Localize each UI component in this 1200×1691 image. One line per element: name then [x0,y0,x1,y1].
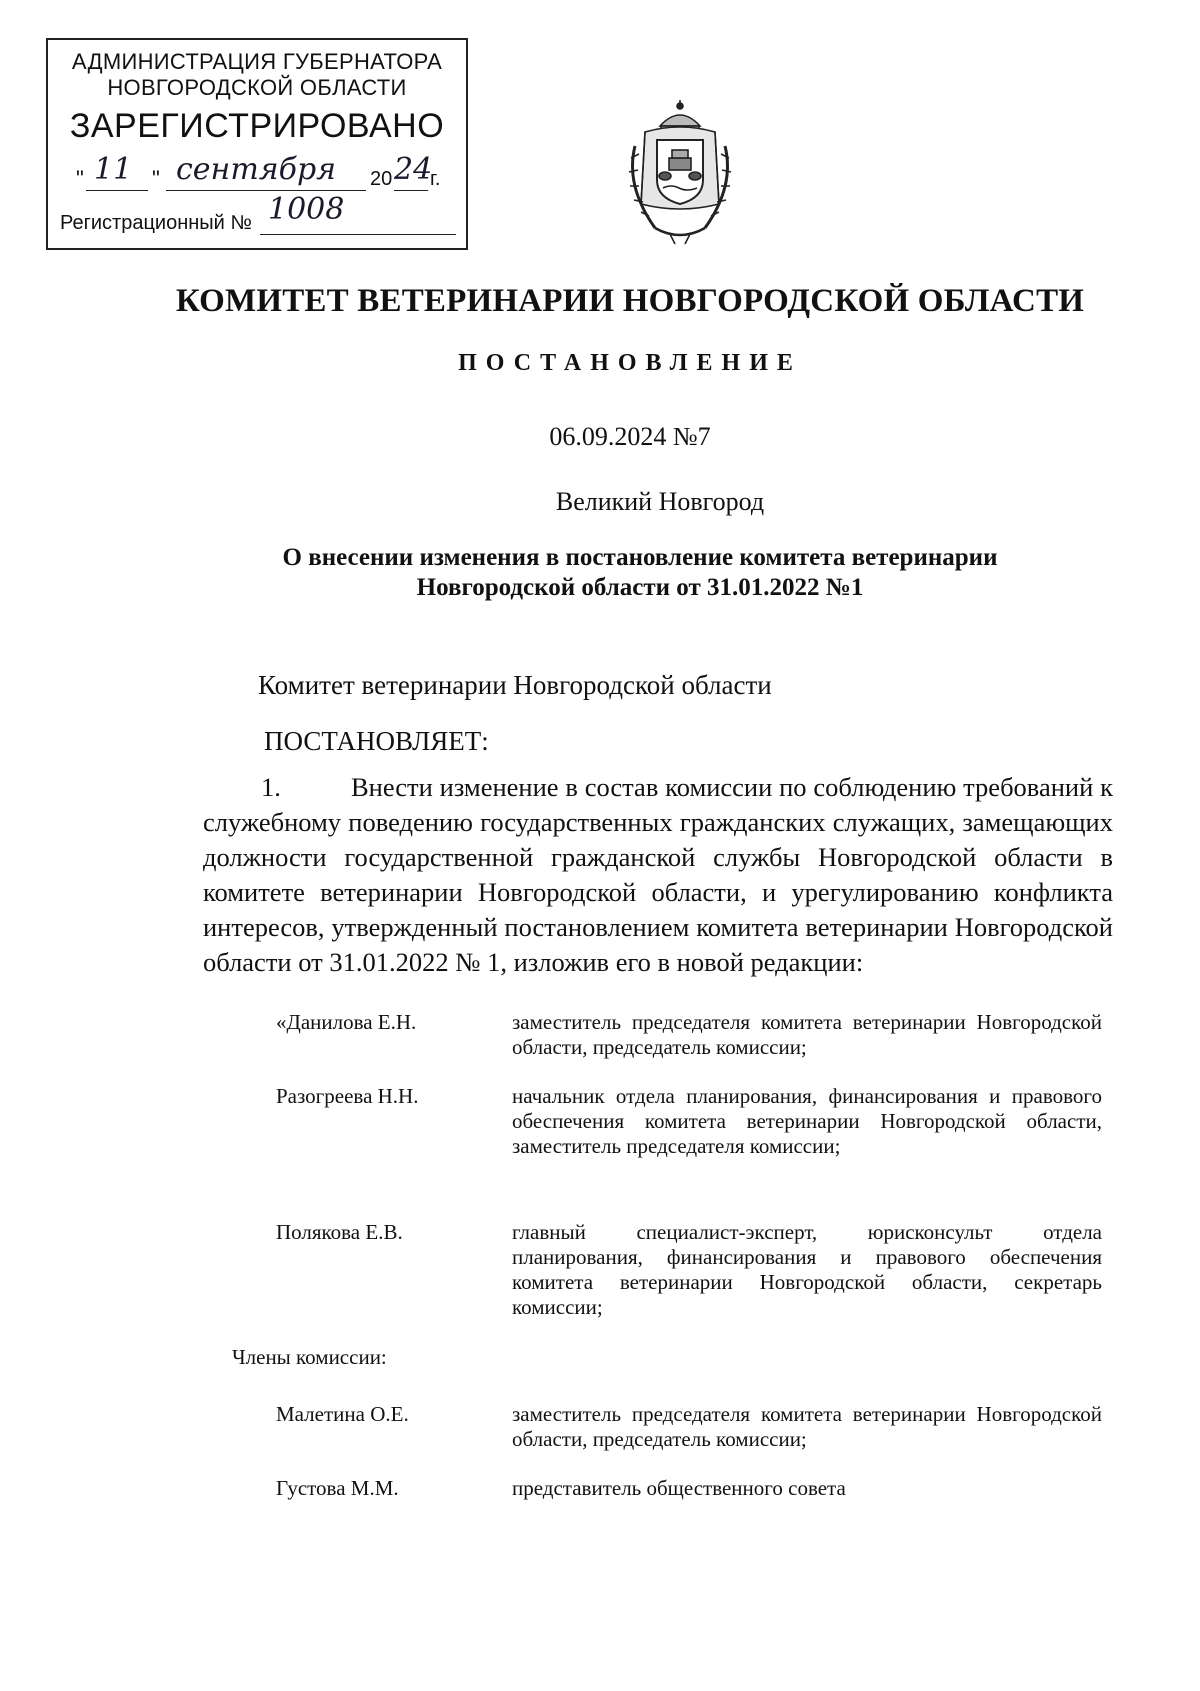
coat-of-arms-icon [615,96,745,246]
stamp-administration-line1: АДМИНИСТРАЦИЯ ГУБЕРНАТОРА [71,49,443,74]
member-desc-razogreeva: начальник отдела планирования, финансирования и правового обеспечения комитета ветеринарии Новгородской области, заместитель председателя комиссии; [512,1084,1102,1158]
stamp-administration-line2: НОВГОРОДСКОЙ ОБЛАСТИ [107,75,407,100]
document-date-number: 06.09.2024 №7 [549,422,711,451]
stamp-year-suffix: 24 [394,152,433,187]
stamp-day: 11 [94,152,133,187]
document-type: ПОСТАНОВЛЕНИЕ [458,350,802,376]
member-name-danilova: «Данилова Е.Н. [276,1010,417,1034]
body-resolves: ПОСТАНОВЛЯЕТ: [264,726,489,756]
stamp-registered-label: ЗАРЕГИСТРИРОВАНО [69,107,445,145]
stamp-reg-number: 1008 [268,192,345,227]
member-desc-danilova: заместитель председателя комитета ветеринарии Новгородской области, председатель комиссии; [512,1010,1102,1059]
member-name-maletina: Малетина О.Е. [276,1402,409,1426]
document-heading [200,543,1080,603]
stamp-reg-number-label: Регистрационный № [60,212,252,234]
member-name-gustova: Густова М.М. [276,1476,399,1500]
document-city: Великий Новгород [555,487,765,516]
member-desc-polyakova: главный специалист-эксперт, юрисконсульт отдела планирования, финансирования и правового обеспечения комитета ветеринарии Новгородской области, секретарь комиссии; [512,1220,1102,1319]
stamp-year-end: г. [430,168,441,190]
registration-stamp [46,38,468,250]
members-label: Члены комиссии: [232,1345,387,1369]
document-heading-line1: О внесении изменения в постановление комитета ветеринарии [282,544,998,571]
item-number: 1. [261,772,281,802]
stamp-year-prefix: 20 [370,168,393,190]
member-desc-gustova: представитель общественного совета [512,1476,846,1500]
body-intro: Комитет ветеринарии Новгородской области [258,670,772,700]
stamp-date-row: " 11 " сентября 20 24 г. [76,152,441,191]
stamp-month: сентября [176,152,337,187]
resolution-item-1 [203,770,1113,980]
member-name-polyakova: Полякова Е.В. [276,1220,403,1244]
document-heading-line2: Новгородской области от 31.01.2022 №1 [416,574,864,601]
committee-title: КОМИТЕТ ВЕТЕРИНАРИИ НОВГОРОДСКОЙ ОБЛАСТИ [175,283,1085,319]
item-text: Внести изменение в состав комиссии по соблюдению требований к служебному поведению государственных гражданских служащих, замещающих должности государственной гражданской службы Новгородской области в комитете ветеринарии Новгородской области, и урегулированию конфликта интересов, утвержденный постановлением комитета ветеринарии Новгородской области от 31.01.2022 № 1, изложив его в новой редакции: [203,772,1113,977]
member-name-razogreeva: Разогреева Н.Н. [276,1084,419,1108]
member-desc-maletina: заместитель председателя комитета ветеринарии Новгородской области, председатель комиссии; [512,1402,1102,1451]
